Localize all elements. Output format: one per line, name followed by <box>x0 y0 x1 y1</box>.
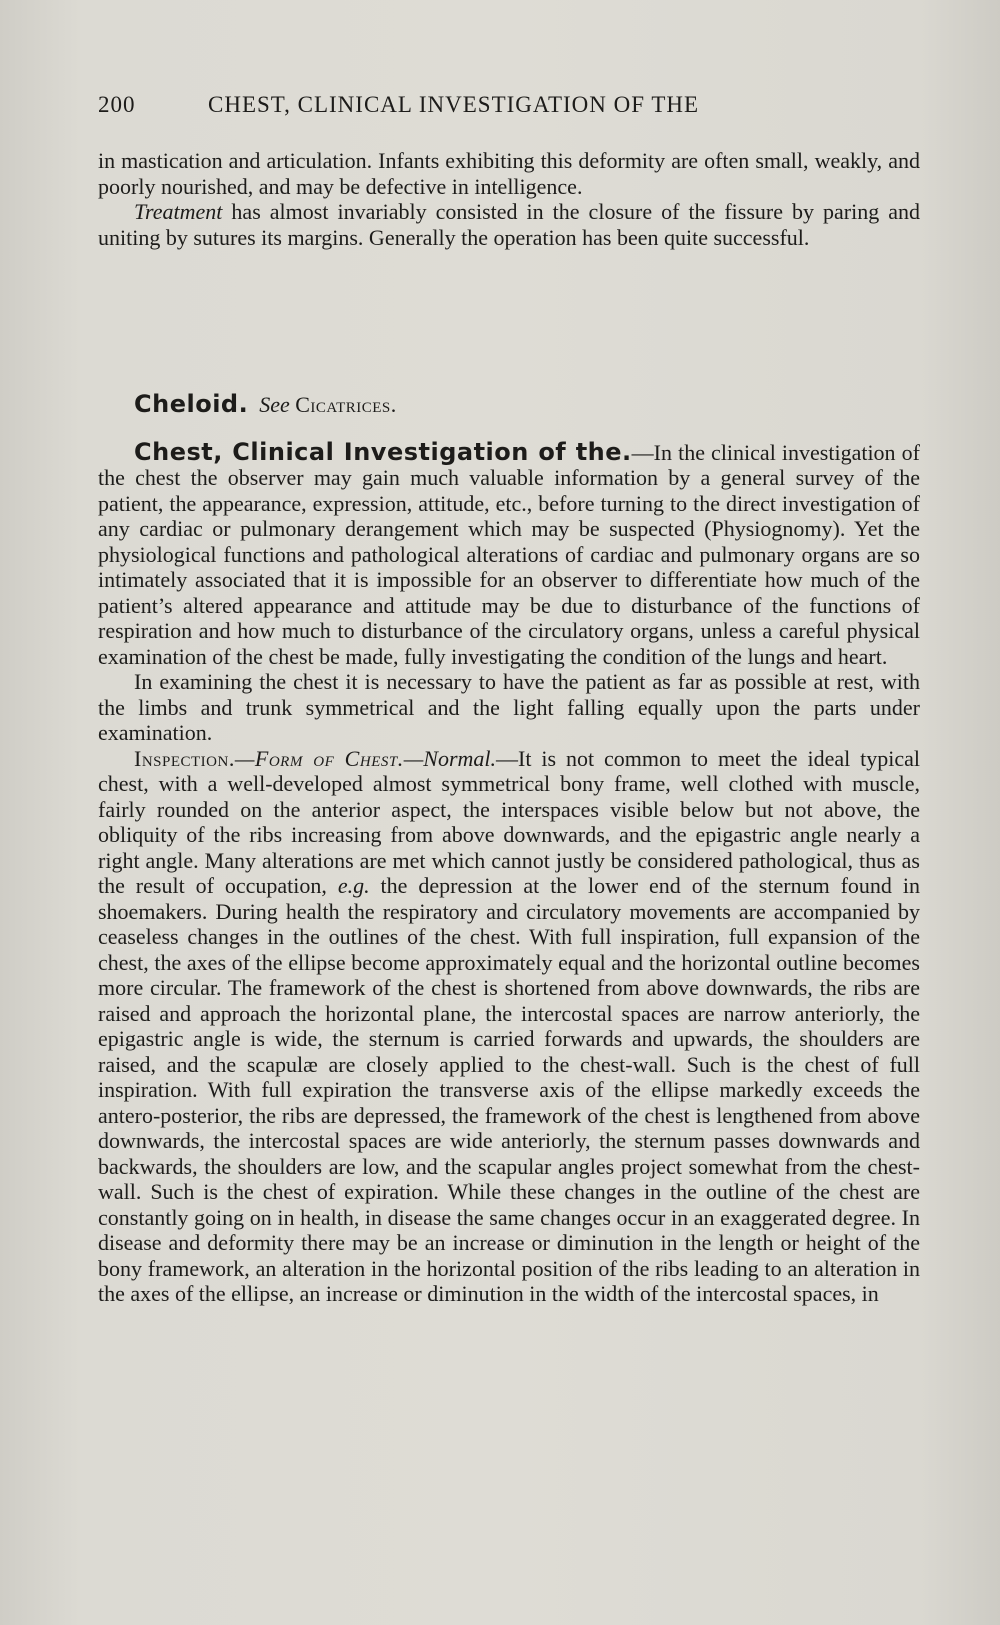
examining-paragraph: In examining the chest it is necessary to have the patient as far as possible at rest, with the limbs and trunk symmetrical and the light falling equally upon the parts under examination. <box>98 669 920 745</box>
inspection-label: Inspection. <box>134 745 235 771</box>
inspection-text-a: —It is not common to meet the ideal typical chest, with a well-developed almost symmetrical bony frame, well clothed with muscle, fairly rounded on the anterior aspect, the interspaces visible below but not above, the obliquity of the ribs increasing from above downwards, and the epigastric angle nearly a right angle. Many alterations are met which cannot justly be considered pathological, thus as the result of occupation, <box>98 745 921 898</box>
treatment-text: has almost invariably consisted in the closure of the fissure by paring and uniting by sutures its margins. Generally the operation has been quite successful. <box>98 199 920 250</box>
treatment-paragraph <box>98 199 920 250</box>
intro-section <box>98 148 920 250</box>
form-of-chest-label: —Form of Chest. <box>234 745 404 771</box>
cheloid-entry <box>98 392 920 418</box>
inspection-paragraph <box>98 746 920 1307</box>
page-number: 200 <box>98 92 136 117</box>
inspection-text-b: the depression at the lower end of the sternum found in shoemakers. During health the respiratory and circulatory movements are accompanied by ceaseless changes in the outlines of the chest. With full inspiration, full expansion of the chest, the axes of the ellipse become approximately equal and the horizontal outline becomes more circular. The framework of the chest is shortened from above downwards, the ribs are raised and approach the horizontal plane, the intercostal spaces are narrow anteriorly, the epigastric angle is wide, the sternum is carried forwards and upwards, the shoulders are raised, and the scapulæ are closely applied to the chest-wall. Such is the chest of full inspiration. With full expiration the transverse axis of the ellipse markedly exceeds the antero-posterior, the ribs are depressed, the framework of the chest is lengthened from above downwards, the intercostal spaces are wide anteriorly, the sternum passes downwards and backwards, the shoulders are low, and the scapular angles project somewhat from the chest-wall. Such is the chest of expiration. While these changes in the outline of the chest are constantly going on in health, in disease the same changes occur in an exaggerated degree. In disease and deformity there may be an increase or diminution in the length or height of the bony framework, an alteration in the horizontal position of the ribs leading to an alteration in the axes of the ellipse, an increase or diminution in the width of the intercostal spaces, in <box>98 873 920 1306</box>
chest-entry-paragraph <box>98 437 920 670</box>
normal-label: —Normal. <box>403 745 496 771</box>
see-label: See <box>259 392 290 417</box>
chest-heading: Chest, Clinical Investigation of the. <box>134 437 632 466</box>
cheloid-heading: Cheloid. <box>134 390 249 418</box>
intro-paragraph: in mastication and articulation. Infants exhibiting this deformity are often small, weakly, and poorly nourished, and may be defective in intelligence. <box>98 148 920 199</box>
treatment-label: Treatment <box>134 199 223 224</box>
cross-reference: Cicatrices. <box>295 392 397 417</box>
running-header <box>98 92 918 118</box>
chest-paragraph-text: —In the clinical investigation of the chest the observer may gain much valuable information by a general survey of the patient, the appearance, expression, attitude, etc., before turning to the direct investigation of any cardiac or pulmonary derangement which may be suspected (Physiognomy). Yet the physiological functions and pathological alterations of cardiac and pulmonary organs are so intimately associated that it is impossible for an observer to differentiate how much of the patient’s altered appearance and attitude may be due to disturbance of the functions of respiration and how much to disturbance of the circulatory organs, unless a careful physical examination of the chest be made, fully investigating the condition of the lungs and heart. <box>98 439 920 669</box>
eg-abbrev: e.g. <box>337 873 370 898</box>
entries-section <box>98 392 920 1307</box>
running-title: CHEST, CLINICAL INVESTIGATION OF THE <box>208 92 700 117</box>
